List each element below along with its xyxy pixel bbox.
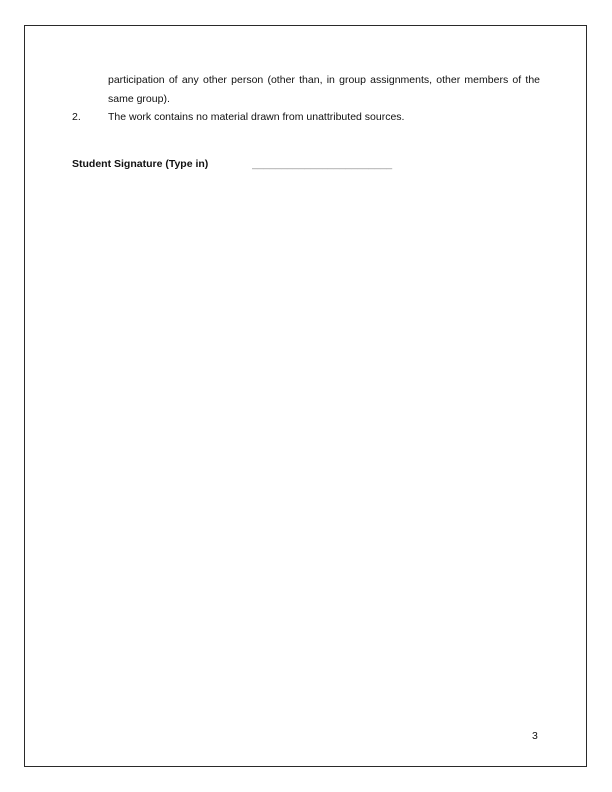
student-signature-field[interactable]: ________________________ (252, 158, 393, 170)
page-number: 3 (532, 730, 538, 742)
page-frame (24, 25, 587, 767)
continued-paragraph: participation of any other person (other than, in group assignments, other members of the same group). (108, 74, 540, 105)
list-item-number: 2. (72, 111, 81, 123)
student-signature-label: Student Signature (Type in) (72, 158, 209, 170)
list-item-text: The work contains no material drawn from unattributed sources. (108, 111, 405, 123)
